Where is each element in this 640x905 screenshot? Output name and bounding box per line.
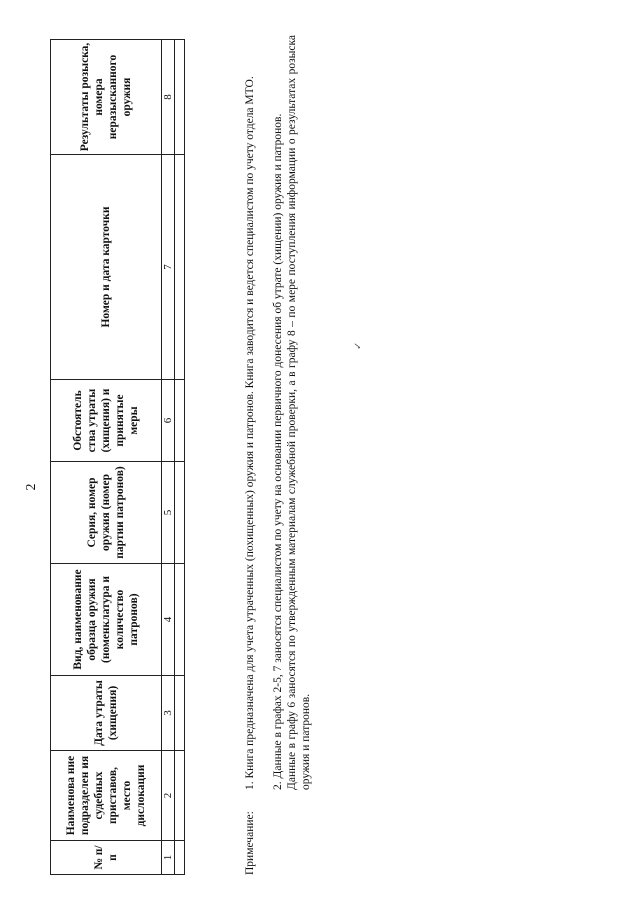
note-item-1: 1. Книга предназначена для учета утраченных (похищенных) оружия и патронов. Книга заводится и ведется специалистом по учету отдела МТО. xyxy=(244,76,256,790)
table-cell xyxy=(175,564,185,676)
table-cell xyxy=(175,676,185,751)
column-number: 7 xyxy=(162,155,175,380)
header-cell: № п/п xyxy=(51,841,162,875)
table-cell xyxy=(175,40,185,155)
page-number: 2 xyxy=(24,483,39,491)
column-number: 5 xyxy=(162,462,175,564)
header-cell: Серия, номер оружия (номер партии патронов) xyxy=(51,462,162,564)
header-cell: Дата утраты (хищения) xyxy=(51,676,162,751)
header-cell: Результаты розыска, номера неразысканного оружия xyxy=(51,40,162,155)
column-number: 1 xyxy=(162,841,175,875)
scan-mark: ✓ xyxy=(353,341,364,350)
column-number: 4 xyxy=(162,564,175,676)
column-number: 3 xyxy=(162,676,175,751)
notes-label: Примечание: xyxy=(244,811,256,875)
table-cell xyxy=(175,462,185,564)
header-cell: Обстоятель ства утраты (хищения) и принятые меры xyxy=(51,380,162,462)
table-cell xyxy=(175,380,185,462)
header-cell: Номер и дата карточки xyxy=(51,155,162,380)
table-numbering-row xyxy=(162,40,175,875)
table-header-row xyxy=(51,40,162,875)
column-number: 8 xyxy=(162,40,175,155)
register-table xyxy=(50,39,185,875)
table-cell xyxy=(175,155,185,380)
table-cell xyxy=(175,751,185,841)
column-number: 2 xyxy=(162,751,175,841)
column-number: 6 xyxy=(162,380,175,462)
header-cell: Наименова ние подразделен ия судебных приставов, место дислокации xyxy=(51,751,162,841)
header-cell: Вид, наименование образца оружия (номенклатура и количество патронов) xyxy=(51,564,162,676)
table-row xyxy=(175,40,185,875)
table-cell xyxy=(175,841,185,875)
note-item-3: Данные в графу 6 заносятся по утвержденным материалам служебной проверки, а в графу 8 – по мере поступления информации о результатах розыска оружия и патронов. xyxy=(286,35,312,790)
note-item-2: 2. Данные в графах 2-5, 7 заносятся специалистом по учету на основании первичного донесения об утрате (хищении) оружия и патронов. xyxy=(272,113,284,790)
